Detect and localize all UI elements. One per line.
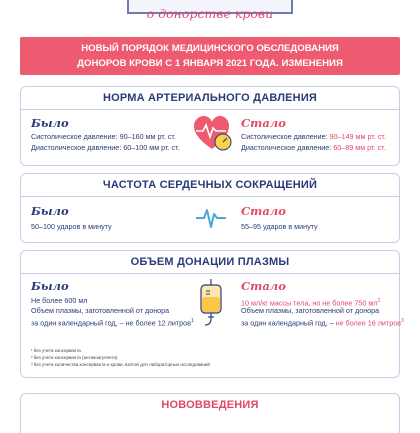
pressure-new-systolic — [241, 132, 386, 142]
heart-rate-new-value: 55–95 ударов в минуту — [241, 222, 318, 231]
title-banner — [20, 37, 400, 75]
plasma-new-sup: 3 — [401, 318, 404, 324]
innovations-card-title: НОВОВВЕДЕНИЯ — [161, 399, 259, 411]
plasma-footnote-1: ¹ без учета консерванта — [31, 348, 81, 353]
plasma-new-value-sup: 2 — [377, 298, 381, 304]
plasma-was-label: Было — [31, 279, 69, 293]
pressure-was-label: Было — [31, 116, 69, 130]
heart-rate-became-label: Стало — [241, 204, 286, 218]
plasma-new-desc-1: Объем плазмы, заготовленной от донора — [241, 306, 380, 315]
pressure-card-title: НОРМА АРТЕРИАЛЬНОГО ДАВЛЕНИЯ — [21, 87, 399, 110]
innovations-card — [20, 393, 400, 433]
heart-rate-card-title: ЧАСТОТА СЕРДЕЧНЫХ СОКРАЩЕНИЙ — [21, 174, 399, 197]
plasma-new-value-a: 10 мл/кг массы тела, — [241, 298, 313, 308]
heart-rate-card — [20, 173, 400, 243]
banner-line-2: ДОНОРОВ КРОВИ С 1 ЯНВАРЯ 2021 ГОДА. ИЗМЕНЕНИЯ — [77, 58, 343, 69]
pressure-new-diastolic-label: Диастолическое давление: — [241, 143, 334, 152]
heart-pressure-gauge-icon — [193, 115, 233, 153]
plasma-card — [20, 250, 404, 378]
pressure-card — [20, 86, 400, 166]
banner-line-1: НОВЫЙ ПОРЯДОК МЕДИЦИНСКОГО ОБСЛЕДОВАНИЯ — [81, 43, 339, 54]
heart-rate-was-label: Было — [31, 204, 69, 218]
plasma-new-desc-2 — [241, 316, 404, 328]
pressure-became-label: Стало — [241, 116, 286, 130]
plasma-old-desc-2 — [31, 316, 194, 328]
plasma-new-desc-2b: не более 16 литров — [335, 318, 402, 328]
plasma-became-label: Стало — [241, 279, 286, 293]
plasma-footnote-3: ³ без учета количества консерванта и крови, взятой для лабораторных исследований — [31, 362, 210, 367]
plasma-new-desc-2a: за один календарный год, – — [241, 318, 336, 328]
plasma-old-value: Не более 600 мл — [31, 296, 88, 305]
page-subtitle: о донорстве крови — [146, 6, 274, 21]
plasma-new-value-b: но не более 750 мл — [312, 298, 378, 308]
plasma-old-sup: 1 — [191, 318, 194, 324]
plasma-card-title: ОБЪЕМ ДОНАЦИИ ПЛАЗМЫ — [21, 251, 399, 274]
pressure-old-diastolic: Диастолическое давление: 60–100 мм рт. ст. — [31, 143, 180, 152]
pulse-wave-icon — [195, 206, 227, 230]
plasma-old-desc-2-text: за один календарный год, – не более 12 литров — [31, 318, 191, 328]
pressure-new-diastolic — [241, 143, 386, 153]
pressure-new-systolic-value: 90–149 мм рт. ст. — [329, 132, 386, 141]
plasma-bag-icon — [198, 279, 224, 327]
plasma-old-desc-1: Объем плазмы, заготовленной от донора — [31, 306, 170, 315]
pressure-old-systolic: Систолическое давление: 90–160 мм рт. ст. — [31, 132, 176, 141]
heart-rate-old-value: 50–100 ударов в минуту — [31, 222, 112, 231]
pressure-new-diastolic-value: 60–89 мм рт. ст. — [333, 143, 386, 152]
plasma-footnote-2: ² без учета консерванта (антикоагулянта) — [31, 355, 118, 360]
pressure-new-systolic-label: Систолическое давление: — [241, 132, 330, 141]
